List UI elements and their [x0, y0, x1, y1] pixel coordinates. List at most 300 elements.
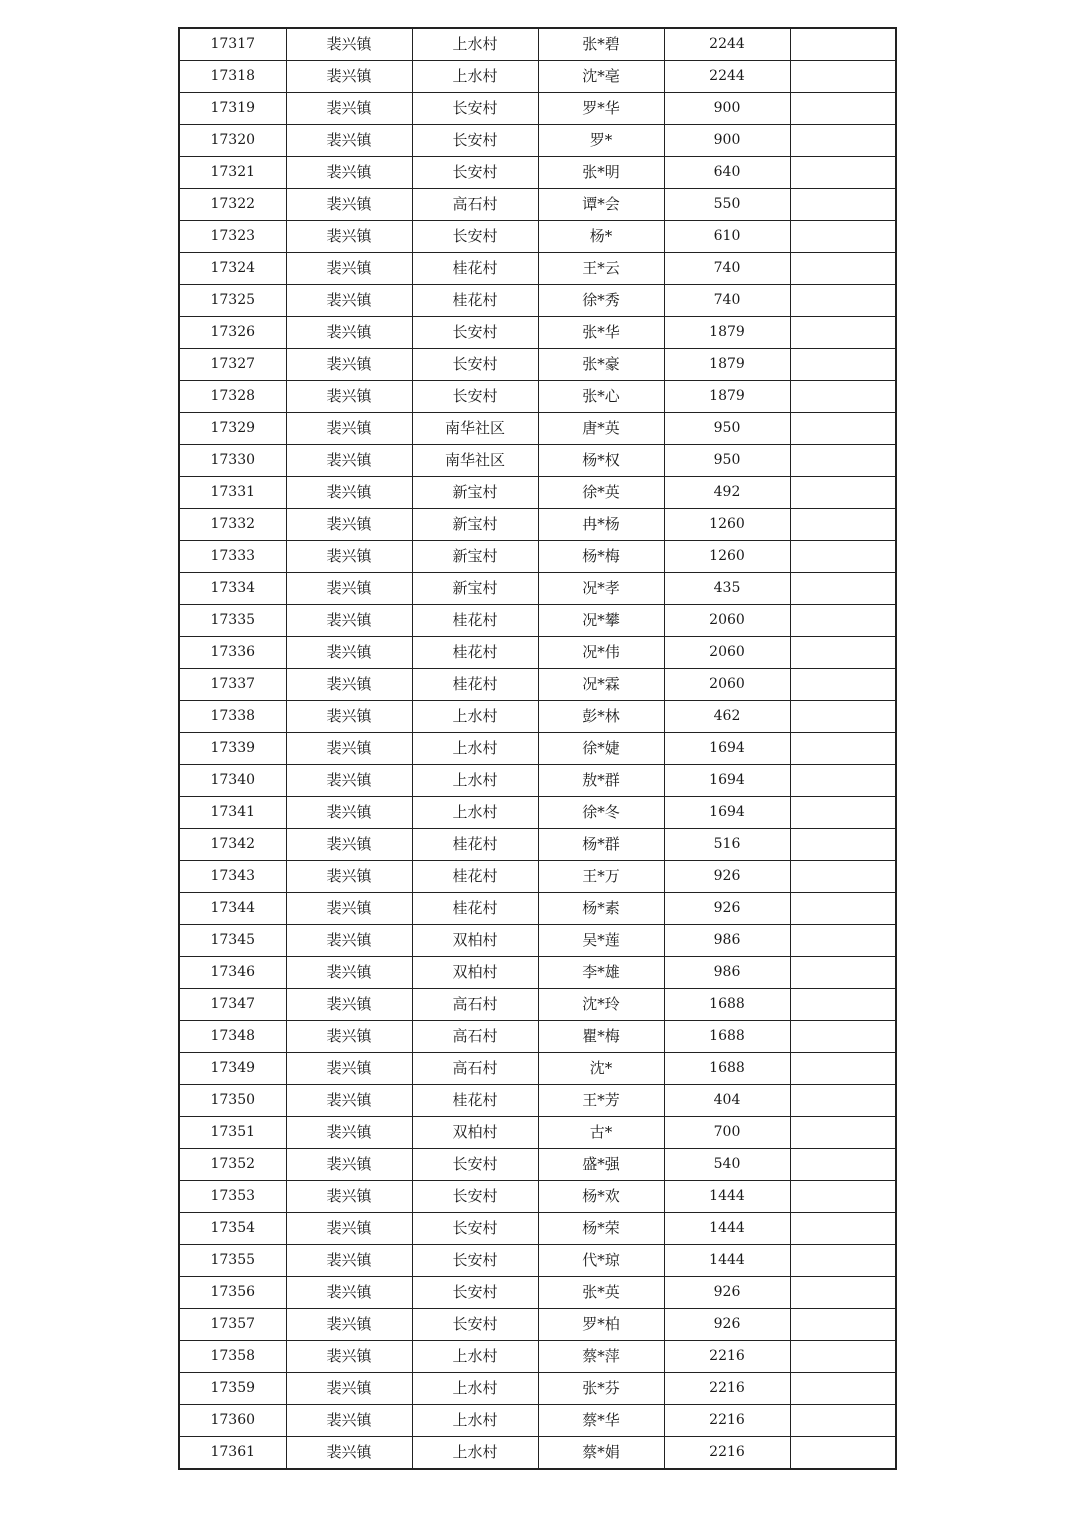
serial-number-cell: 17336	[179, 637, 286, 669]
table-row	[179, 1053, 896, 1085]
table-row	[179, 1373, 896, 1405]
name-cell: 瞿*梅	[538, 1021, 664, 1053]
name-cell: 张*英	[538, 1277, 664, 1309]
amount-cell: 926	[664, 861, 790, 893]
amount-cell: 1444	[664, 1245, 790, 1277]
serial-number-cell: 17341	[179, 797, 286, 829]
table-row	[179, 509, 896, 541]
town-cell: 裴兴镇	[286, 1405, 412, 1437]
serial-number-cell: 17323	[179, 221, 286, 253]
village-cell: 南华社区	[412, 413, 538, 445]
amount-cell: 2216	[664, 1341, 790, 1373]
remark-cell	[790, 701, 896, 733]
town-cell: 裴兴镇	[286, 829, 412, 861]
serial-number-cell: 17328	[179, 381, 286, 413]
village-cell: 长安村	[412, 1149, 538, 1181]
remark-cell	[790, 349, 896, 381]
village-cell: 长安村	[412, 381, 538, 413]
name-cell: 徐*冬	[538, 797, 664, 829]
village-cell: 桂花村	[412, 829, 538, 861]
table-row	[179, 1341, 896, 1373]
town-cell: 裴兴镇	[286, 285, 412, 317]
town-cell: 裴兴镇	[286, 253, 412, 285]
town-cell: 裴兴镇	[286, 28, 412, 61]
name-cell: 敖*群	[538, 765, 664, 797]
name-cell: 李*雄	[538, 957, 664, 989]
amount-cell: 1444	[664, 1213, 790, 1245]
table-row	[179, 1405, 896, 1437]
village-cell: 长安村	[412, 1277, 538, 1309]
serial-number-cell: 17320	[179, 125, 286, 157]
name-cell: 张*碧	[538, 28, 664, 61]
amount-cell: 740	[664, 253, 790, 285]
town-cell: 裴兴镇	[286, 1117, 412, 1149]
table-row	[179, 1181, 896, 1213]
table-row	[179, 317, 896, 349]
village-cell: 新宝村	[412, 477, 538, 509]
serial-number-cell: 17360	[179, 1405, 286, 1437]
serial-number-cell: 17345	[179, 925, 286, 957]
village-cell: 上水村	[412, 1437, 538, 1470]
serial-number-cell: 17348	[179, 1021, 286, 1053]
data-table	[178, 27, 897, 1470]
amount-cell: 2060	[664, 637, 790, 669]
serial-number-cell: 17340	[179, 765, 286, 797]
remark-cell	[790, 861, 896, 893]
village-cell: 上水村	[412, 1341, 538, 1373]
name-cell: 彭*林	[538, 701, 664, 733]
name-cell: 徐*秀	[538, 285, 664, 317]
town-cell: 裴兴镇	[286, 1373, 412, 1405]
village-cell: 双柏村	[412, 925, 538, 957]
amount-cell: 926	[664, 1277, 790, 1309]
town-cell: 裴兴镇	[286, 861, 412, 893]
serial-number-cell: 17333	[179, 541, 286, 573]
village-cell: 长安村	[412, 317, 538, 349]
remark-cell	[790, 733, 896, 765]
serial-number-cell: 17344	[179, 893, 286, 925]
serial-number-cell: 17361	[179, 1437, 286, 1470]
amount-cell: 2216	[664, 1437, 790, 1470]
town-cell: 裴兴镇	[286, 573, 412, 605]
town-cell: 裴兴镇	[286, 733, 412, 765]
amount-cell: 900	[664, 125, 790, 157]
village-cell: 上水村	[412, 701, 538, 733]
serial-number-cell: 17346	[179, 957, 286, 989]
serial-number-cell: 17322	[179, 189, 286, 221]
amount-cell: 2244	[664, 28, 790, 61]
village-cell: 上水村	[412, 1373, 538, 1405]
remark-cell	[790, 381, 896, 413]
name-cell: 沈*玲	[538, 989, 664, 1021]
table-row	[179, 797, 896, 829]
table-row	[179, 157, 896, 189]
name-cell: 况*攀	[538, 605, 664, 637]
village-cell: 桂花村	[412, 1085, 538, 1117]
amount-cell: 462	[664, 701, 790, 733]
remark-cell	[790, 1437, 896, 1470]
table-row	[179, 669, 896, 701]
name-cell: 沈*亳	[538, 61, 664, 93]
town-cell: 裴兴镇	[286, 797, 412, 829]
table-row	[179, 701, 896, 733]
village-cell: 长安村	[412, 1181, 538, 1213]
remark-cell	[790, 477, 896, 509]
name-cell: 蔡*萍	[538, 1341, 664, 1373]
amount-cell: 1688	[664, 1053, 790, 1085]
remark-cell	[790, 957, 896, 989]
table-row	[179, 445, 896, 477]
table-row	[179, 125, 896, 157]
name-cell: 罗*	[538, 125, 664, 157]
remark-cell	[790, 253, 896, 285]
village-cell: 桂花村	[412, 893, 538, 925]
amount-cell: 492	[664, 477, 790, 509]
town-cell: 裴兴镇	[286, 125, 412, 157]
name-cell: 王*芳	[538, 1085, 664, 1117]
town-cell: 裴兴镇	[286, 765, 412, 797]
name-cell: 王*万	[538, 861, 664, 893]
town-cell: 裴兴镇	[286, 349, 412, 381]
town-cell: 裴兴镇	[286, 445, 412, 477]
remark-cell	[790, 1117, 896, 1149]
amount-cell: 986	[664, 957, 790, 989]
table-row	[179, 93, 896, 125]
table-body	[179, 28, 896, 1469]
remark-cell	[790, 157, 896, 189]
remark-cell	[790, 989, 896, 1021]
serial-number-cell: 17339	[179, 733, 286, 765]
amount-cell: 640	[664, 157, 790, 189]
name-cell: 王*云	[538, 253, 664, 285]
table-row	[179, 861, 896, 893]
name-cell: 张*心	[538, 381, 664, 413]
table-row	[179, 605, 896, 637]
table-row	[179, 925, 896, 957]
remark-cell	[790, 28, 896, 61]
name-cell: 徐*婕	[538, 733, 664, 765]
remark-cell	[790, 1405, 896, 1437]
remark-cell	[790, 1277, 896, 1309]
name-cell: 代*琼	[538, 1245, 664, 1277]
remark-cell	[790, 925, 896, 957]
table-row	[179, 413, 896, 445]
village-cell: 长安村	[412, 93, 538, 125]
name-cell: 古*	[538, 1117, 664, 1149]
table-row	[179, 637, 896, 669]
remark-cell	[790, 829, 896, 861]
name-cell: 唐*英	[538, 413, 664, 445]
amount-cell: 2060	[664, 605, 790, 637]
serial-number-cell: 17319	[179, 93, 286, 125]
table-row	[179, 1213, 896, 1245]
amount-cell: 1688	[664, 1021, 790, 1053]
amount-cell: 550	[664, 189, 790, 221]
town-cell: 裴兴镇	[286, 477, 412, 509]
serial-number-cell: 17351	[179, 1117, 286, 1149]
village-cell: 桂花村	[412, 605, 538, 637]
remark-cell	[790, 61, 896, 93]
table-row	[179, 989, 896, 1021]
serial-number-cell: 17334	[179, 573, 286, 605]
serial-number-cell: 17352	[179, 1149, 286, 1181]
amount-cell: 516	[664, 829, 790, 861]
village-cell: 长安村	[412, 1245, 538, 1277]
table-row	[179, 221, 896, 253]
village-cell: 新宝村	[412, 509, 538, 541]
serial-number-cell: 17324	[179, 253, 286, 285]
town-cell: 裴兴镇	[286, 1245, 412, 1277]
town-cell: 裴兴镇	[286, 541, 412, 573]
amount-cell: 986	[664, 925, 790, 957]
serial-number-cell: 17356	[179, 1277, 286, 1309]
town-cell: 裴兴镇	[286, 1277, 412, 1309]
remark-cell	[790, 605, 896, 637]
remark-cell	[790, 1373, 896, 1405]
town-cell: 裴兴镇	[286, 637, 412, 669]
remark-cell	[790, 509, 896, 541]
village-cell: 桂花村	[412, 285, 538, 317]
village-cell: 南华社区	[412, 445, 538, 477]
amount-cell: 2244	[664, 61, 790, 93]
serial-number-cell: 17330	[179, 445, 286, 477]
town-cell: 裴兴镇	[286, 1021, 412, 1053]
village-cell: 上水村	[412, 733, 538, 765]
table-row	[179, 61, 896, 93]
table-row	[179, 1149, 896, 1181]
amount-cell: 950	[664, 445, 790, 477]
town-cell: 裴兴镇	[286, 1085, 412, 1117]
serial-number-cell: 17342	[179, 829, 286, 861]
remark-cell	[790, 1021, 896, 1053]
town-cell: 裴兴镇	[286, 93, 412, 125]
remark-cell	[790, 1213, 896, 1245]
town-cell: 裴兴镇	[286, 701, 412, 733]
serial-number-cell: 17357	[179, 1309, 286, 1341]
serial-number-cell: 17347	[179, 989, 286, 1021]
village-cell: 长安村	[412, 125, 538, 157]
serial-number-cell: 17321	[179, 157, 286, 189]
amount-cell: 926	[664, 893, 790, 925]
town-cell: 裴兴镇	[286, 1149, 412, 1181]
town-cell: 裴兴镇	[286, 509, 412, 541]
name-cell: 况*伟	[538, 637, 664, 669]
village-cell: 桂花村	[412, 253, 538, 285]
name-cell: 盛*强	[538, 1149, 664, 1181]
village-cell: 长安村	[412, 157, 538, 189]
town-cell: 裴兴镇	[286, 1437, 412, 1470]
name-cell: 杨*欢	[538, 1181, 664, 1213]
town-cell: 裴兴镇	[286, 893, 412, 925]
name-cell: 蔡*华	[538, 1405, 664, 1437]
amount-cell: 404	[664, 1085, 790, 1117]
serial-number-cell: 17354	[179, 1213, 286, 1245]
town-cell: 裴兴镇	[286, 605, 412, 637]
amount-cell: 610	[664, 221, 790, 253]
serial-number-cell: 17337	[179, 669, 286, 701]
name-cell: 谭*会	[538, 189, 664, 221]
table-row	[179, 1309, 896, 1341]
serial-number-cell: 17355	[179, 1245, 286, 1277]
town-cell: 裴兴镇	[286, 413, 412, 445]
town-cell: 裴兴镇	[286, 957, 412, 989]
village-cell: 双柏村	[412, 1117, 538, 1149]
town-cell: 裴兴镇	[286, 1341, 412, 1373]
serial-number-cell: 17329	[179, 413, 286, 445]
remark-cell	[790, 189, 896, 221]
table-row	[179, 1245, 896, 1277]
remark-cell	[790, 125, 896, 157]
amount-cell: 1879	[664, 317, 790, 349]
name-cell: 杨*权	[538, 445, 664, 477]
table-row	[179, 1021, 896, 1053]
table-row	[179, 1437, 896, 1470]
remark-cell	[790, 1181, 896, 1213]
name-cell: 杨*梅	[538, 541, 664, 573]
village-cell: 高石村	[412, 989, 538, 1021]
name-cell: 吴*莲	[538, 925, 664, 957]
village-cell: 上水村	[412, 765, 538, 797]
table-row	[179, 285, 896, 317]
serial-number-cell: 17335	[179, 605, 286, 637]
amount-cell: 2060	[664, 669, 790, 701]
town-cell: 裴兴镇	[286, 1053, 412, 1085]
amount-cell: 1260	[664, 541, 790, 573]
town-cell: 裴兴镇	[286, 381, 412, 413]
table-row	[179, 893, 896, 925]
name-cell: 况*霖	[538, 669, 664, 701]
village-cell: 长安村	[412, 349, 538, 381]
village-cell: 桂花村	[412, 637, 538, 669]
table-row	[179, 957, 896, 989]
amount-cell: 1879	[664, 381, 790, 413]
serial-number-cell: 17353	[179, 1181, 286, 1213]
remark-cell	[790, 1245, 896, 1277]
amount-cell: 1694	[664, 733, 790, 765]
village-cell: 新宝村	[412, 573, 538, 605]
serial-number-cell: 17359	[179, 1373, 286, 1405]
remark-cell	[790, 541, 896, 573]
serial-number-cell: 17349	[179, 1053, 286, 1085]
remark-cell	[790, 893, 896, 925]
amount-cell: 1688	[664, 989, 790, 1021]
amount-cell: 540	[664, 1149, 790, 1181]
serial-number-cell: 17350	[179, 1085, 286, 1117]
village-cell: 上水村	[412, 61, 538, 93]
amount-cell: 1444	[664, 1181, 790, 1213]
town-cell: 裴兴镇	[286, 1309, 412, 1341]
remark-cell	[790, 221, 896, 253]
name-cell: 张*豪	[538, 349, 664, 381]
table-row	[179, 1117, 896, 1149]
village-cell: 长安村	[412, 221, 538, 253]
table-row	[179, 829, 896, 861]
table-row	[179, 349, 896, 381]
town-cell: 裴兴镇	[286, 157, 412, 189]
town-cell: 裴兴镇	[286, 925, 412, 957]
name-cell: 冉*杨	[538, 509, 664, 541]
village-cell: 高石村	[412, 189, 538, 221]
amount-cell: 1879	[664, 349, 790, 381]
remark-cell	[790, 445, 896, 477]
amount-cell: 2216	[664, 1373, 790, 1405]
serial-number-cell: 17358	[179, 1341, 286, 1373]
village-cell: 上水村	[412, 1405, 538, 1437]
remark-cell	[790, 1085, 896, 1117]
remark-cell	[790, 637, 896, 669]
amount-cell: 435	[664, 573, 790, 605]
remark-cell	[790, 1341, 896, 1373]
table-row	[179, 253, 896, 285]
village-cell: 高石村	[412, 1053, 538, 1085]
amount-cell: 740	[664, 285, 790, 317]
name-cell: 沈*	[538, 1053, 664, 1085]
name-cell: 张*华	[538, 317, 664, 349]
table-row	[179, 541, 896, 573]
village-cell: 高石村	[412, 1021, 538, 1053]
remark-cell	[790, 573, 896, 605]
amount-cell: 2216	[664, 1405, 790, 1437]
table-row	[179, 573, 896, 605]
remark-cell	[790, 765, 896, 797]
village-cell: 长安村	[412, 1309, 538, 1341]
village-cell: 桂花村	[412, 669, 538, 701]
name-cell: 杨*	[538, 221, 664, 253]
name-cell: 罗*柏	[538, 1309, 664, 1341]
table-row	[179, 28, 896, 61]
town-cell: 裴兴镇	[286, 989, 412, 1021]
town-cell: 裴兴镇	[286, 317, 412, 349]
amount-cell: 926	[664, 1309, 790, 1341]
table-row	[179, 733, 896, 765]
name-cell: 罗*华	[538, 93, 664, 125]
amount-cell: 1694	[664, 797, 790, 829]
village-cell: 新宝村	[412, 541, 538, 573]
amount-cell: 950	[664, 413, 790, 445]
amount-cell: 1260	[664, 509, 790, 541]
serial-number-cell: 17332	[179, 509, 286, 541]
village-cell: 桂花村	[412, 861, 538, 893]
town-cell: 裴兴镇	[286, 61, 412, 93]
amount-cell: 900	[664, 93, 790, 125]
remark-cell	[790, 93, 896, 125]
serial-number-cell: 17338	[179, 701, 286, 733]
remark-cell	[790, 1053, 896, 1085]
remark-cell	[790, 1149, 896, 1181]
serial-number-cell: 17327	[179, 349, 286, 381]
name-cell: 杨*荣	[538, 1213, 664, 1245]
name-cell: 徐*英	[538, 477, 664, 509]
town-cell: 裴兴镇	[286, 1181, 412, 1213]
serial-number-cell: 17343	[179, 861, 286, 893]
village-cell: 上水村	[412, 28, 538, 61]
serial-number-cell: 17317	[179, 28, 286, 61]
remark-cell	[790, 285, 896, 317]
table-row	[179, 765, 896, 797]
village-cell: 长安村	[412, 1213, 538, 1245]
serial-number-cell: 17326	[179, 317, 286, 349]
serial-number-cell: 17331	[179, 477, 286, 509]
town-cell: 裴兴镇	[286, 669, 412, 701]
table-row	[179, 1085, 896, 1117]
remark-cell	[790, 1309, 896, 1341]
remark-cell	[790, 797, 896, 829]
remark-cell	[790, 669, 896, 701]
amount-cell: 1694	[664, 765, 790, 797]
amount-cell: 700	[664, 1117, 790, 1149]
name-cell: 张*明	[538, 157, 664, 189]
name-cell: 况*孝	[538, 573, 664, 605]
